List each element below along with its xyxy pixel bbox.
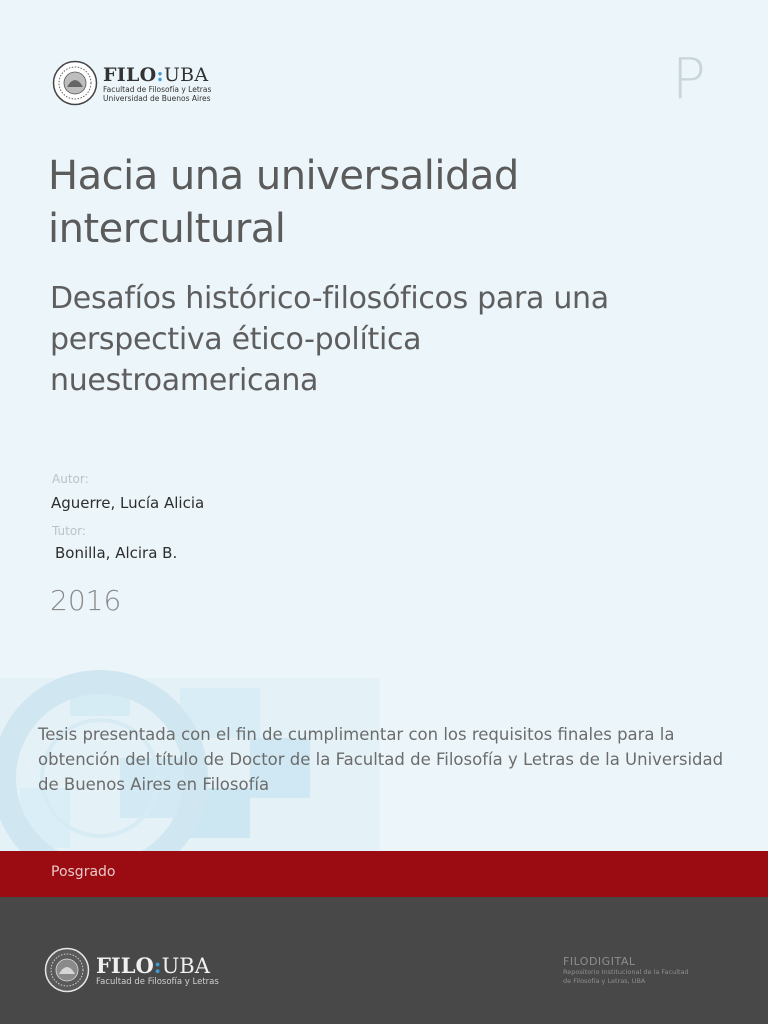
author-name: Aguerre, Lucía Alicia bbox=[51, 494, 205, 512]
document-title: Hacia una universalidad intercultural bbox=[48, 153, 519, 252]
tutor-label: Tutor: bbox=[52, 524, 86, 538]
logo-university-name: Universidad de Buenos Aires bbox=[103, 94, 211, 103]
footer bbox=[0, 897, 768, 1024]
filodigital-repository bbox=[563, 955, 723, 986]
footer-filo-uba-logo bbox=[44, 947, 219, 993]
repository-title: FILODIGITAL bbox=[563, 955, 636, 968]
logo-wordmark: FILO:UBA bbox=[103, 64, 209, 86]
uba-seal-icon bbox=[44, 947, 90, 993]
author-label: Autor: bbox=[52, 472, 89, 486]
category-label: Posgrado bbox=[51, 864, 116, 880]
logo-faculty-name: Facultad de Filosofía y Letras bbox=[103, 85, 212, 94]
tutor-name: Bonilla, Alcira B. bbox=[55, 544, 178, 562]
document-year: 2016 bbox=[50, 584, 122, 617]
repository-line-2: de Filosofía y Letras, UBA bbox=[563, 977, 646, 985]
footer-logo-text bbox=[96, 947, 219, 988]
uba-seal-icon bbox=[52, 60, 98, 106]
footer-logo-faculty-name: Facultad de Filosofía y Letras bbox=[96, 977, 219, 987]
document-subtitle: Desafíos histórico-filosóficos para una perspectiva ético-política nuestroamericana bbox=[50, 281, 609, 398]
category-band bbox=[0, 851, 768, 897]
repository-line-1: Repositorio Institucional de la Facultad bbox=[563, 968, 689, 976]
filo-uba-logo bbox=[52, 60, 211, 106]
logo-text bbox=[103, 60, 211, 103]
collection-letter: P bbox=[672, 47, 706, 112]
footer-logo-wordmark: FILO:UBA bbox=[96, 953, 210, 978]
thesis-statement: Tesis presentada con el fin de cumplimentar con los requisitos finales para la obtención del título de Doctor de la Facultad de Filosofía y Letras de la Universidad de Buenos Aires en Filosofía bbox=[38, 725, 724, 794]
